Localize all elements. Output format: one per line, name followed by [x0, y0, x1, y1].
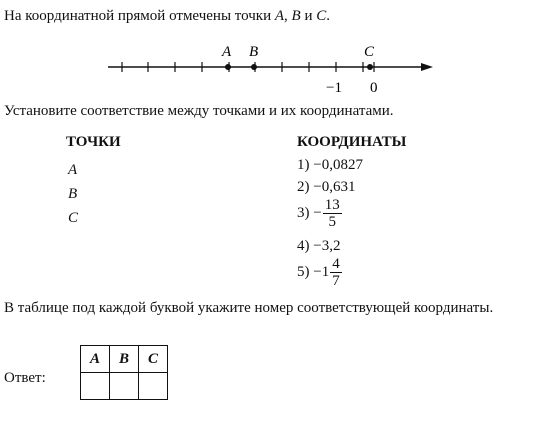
coordinate-option-1: 1) −0,0827 [297, 157, 363, 173]
coordinate-option-3-prefix: 3) − [297, 205, 322, 221]
intro-end: . [326, 8, 330, 24]
point-item-a: A [68, 162, 78, 178]
fraction-numerator: 13 [324, 197, 340, 213]
coordinate-option-5 [297, 256, 342, 289]
answer-table-header-row [81, 346, 168, 373]
point-b-dot [251, 64, 257, 70]
point-c-label: C [364, 44, 375, 60]
fraction-denominator: 5 [328, 214, 336, 230]
answer-table [80, 345, 168, 400]
points-header: ТОЧКИ [66, 134, 121, 150]
answer-cell-c[interactable] [139, 373, 168, 400]
fraction [323, 197, 342, 230]
intro-point-b: B [291, 8, 301, 24]
point-item-b: B [68, 186, 78, 202]
intro-sep: , [284, 8, 292, 24]
answer-label: Ответ: [4, 370, 46, 386]
point-b-label: B [249, 44, 259, 60]
tick-label-zero: 0 [370, 80, 378, 96]
answer-table-input-row [81, 373, 168, 400]
number-line-arrow [421, 63, 433, 71]
instruction: Установите соответствие между точками и их координатами. [4, 103, 394, 119]
point-c-dot [367, 64, 373, 70]
point-a-label: A [222, 44, 232, 60]
intro-sep: и [300, 8, 317, 24]
answer-header-c: C [139, 346, 168, 373]
intro-point-a: A [274, 8, 285, 24]
number-line [0, 0, 547, 120]
intro-text: На координатной прямой отмечены точки [4, 8, 275, 24]
fraction-numerator: 4 [332, 256, 340, 272]
intro-point-c: C [316, 8, 327, 24]
answer-cell-a[interactable] [81, 373, 110, 400]
answer-header-b: B [110, 346, 139, 373]
coordinates-header: КООРДИНАТЫ [297, 134, 407, 150]
coordinate-option-5-prefix: 5) −1 [297, 264, 330, 280]
answer-cell-b[interactable] [110, 373, 139, 400]
coordinate-option-2: 2) −0,631 [297, 179, 356, 195]
coordinate-option-3 [297, 197, 342, 230]
point-item-c: C [68, 210, 79, 226]
coordinate-option-4: 4) −3,2 [297, 238, 341, 254]
answer-header-a: A [81, 346, 110, 373]
tick-label-minus-one: −1 [326, 80, 342, 96]
fraction [330, 256, 342, 289]
bottom-instruction: В таблице под каждой буквой укажите номер соответствующей координаты. [4, 300, 494, 316]
fraction-denominator: 7 [332, 273, 340, 289]
point-a-dot [225, 64, 231, 70]
